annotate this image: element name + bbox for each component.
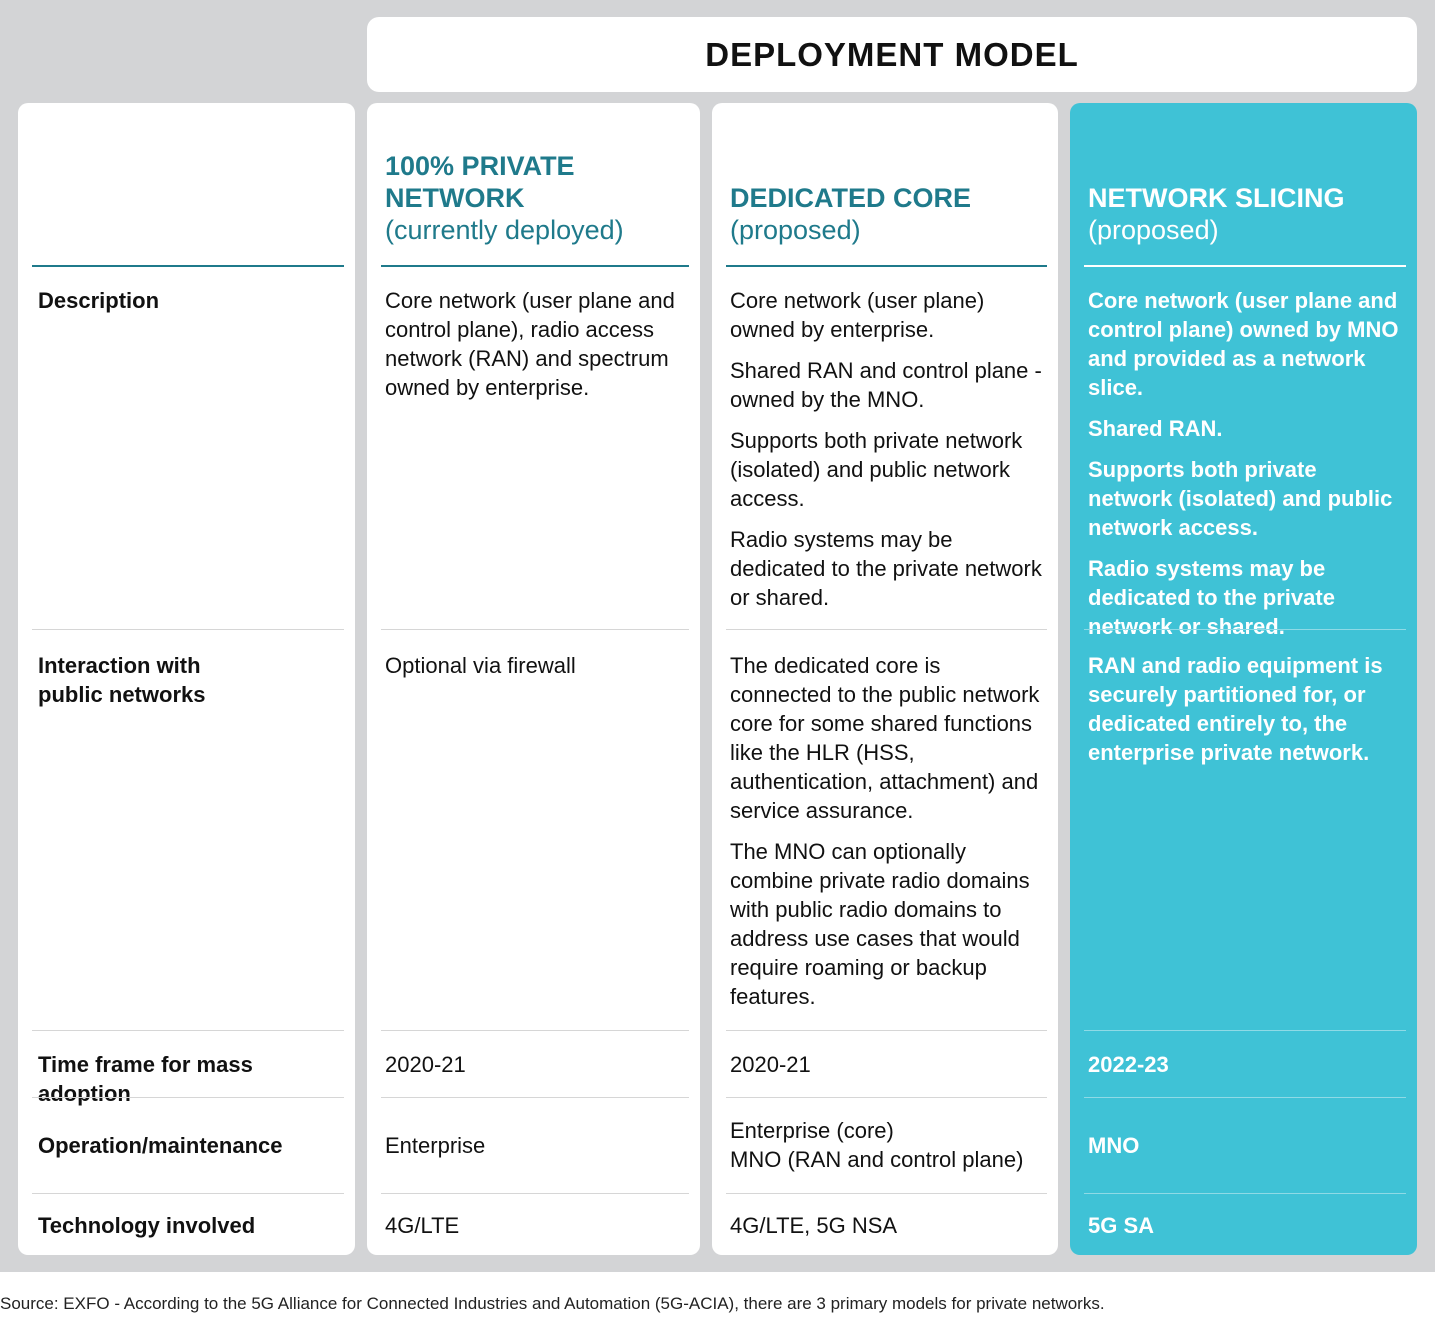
private-title-line-2: NETWORK (385, 183, 525, 213)
dedicated-header (712, 103, 1058, 266)
private-interaction: Optional via firewall (385, 653, 576, 678)
private-title-line-1: 100% PRIVATE (385, 151, 575, 181)
private-subtitle: (currently deployed) (385, 215, 624, 245)
label-timeframe: Time frame for mass adoption (38, 1052, 253, 1106)
column-dedicated-core (712, 103, 1058, 1255)
slicing-timeframe: 2022-23 (1088, 1052, 1169, 1077)
slicing-interaction: RAN and radio equipment is securely partitioned for, or dedicated entirely to, the enterprise private network. (1088, 653, 1383, 765)
label-operation: Operation/maintenance (38, 1133, 283, 1158)
slicing-subtitle: (proposed) (1088, 215, 1219, 245)
slicing-operation: MNO (1088, 1133, 1140, 1158)
slicing-technology: 5G SA (1088, 1213, 1155, 1238)
column-private-network (367, 103, 700, 1255)
private-timeframe: 2020-21 (385, 1052, 466, 1077)
dedicated-interaction: The dedicated core is connected to the public network core for some shared functions like the HLR (HSS, authentication, attachment) and service assurance. The MNO can optionally combine private radio domains with public radio domains to address use cases that would require roaming or backup features. (730, 653, 1040, 1009)
slicing-header (1070, 103, 1417, 266)
label-interaction: Interaction with public networks (38, 653, 206, 707)
source-caption: Source: EXFO - According to the 5G Alliance for Connected Industries and Automation (5G-ACIA), there are 3 primary models for private networks. (0, 1294, 1105, 1313)
dedicated-subtitle: (proposed) (730, 215, 861, 245)
dedicated-description: Core network (user plane) owned by enterprise. Shared RAN and control plane - owned by the MNO. Supports both private network (isolated) and public network access. Radio systems may be dedicated to the private network or shared. (730, 288, 1042, 610)
dedicated-timeframe: 2020-21 (730, 1052, 811, 1077)
dedicated-technology: 4G/LTE, 5G NSA (730, 1213, 898, 1238)
dedicated-title: DEDICATED CORE (730, 183, 972, 213)
deployment-model-title: DEPLOYMENT MODEL (367, 17, 1417, 92)
column-network-slicing (1070, 103, 1417, 1255)
private-header (367, 103, 700, 266)
private-technology: 4G/LTE (385, 1213, 460, 1238)
slicing-title: NETWORK SLICING (1088, 183, 1345, 213)
label-description: Description (38, 288, 160, 313)
row-labels-column (18, 103, 355, 1255)
private-description: Core network (user plane and control plane), radio access network (RAN) and spectrum owned by enterprise. (385, 288, 675, 400)
private-operation: Enterprise (385, 1133, 486, 1158)
label-technology: Technology involved (38, 1213, 256, 1238)
dedicated-operation: Enterprise (core) MNO (RAN and control plane) (730, 1118, 1024, 1172)
slicing-description: Core network (user plane and control plane) owned by MNO and provided as a network slice. Shared RAN. Supports both private network (isolated) and public network access. Radio systems may be dedicated to the private network or shared. (1088, 288, 1399, 639)
